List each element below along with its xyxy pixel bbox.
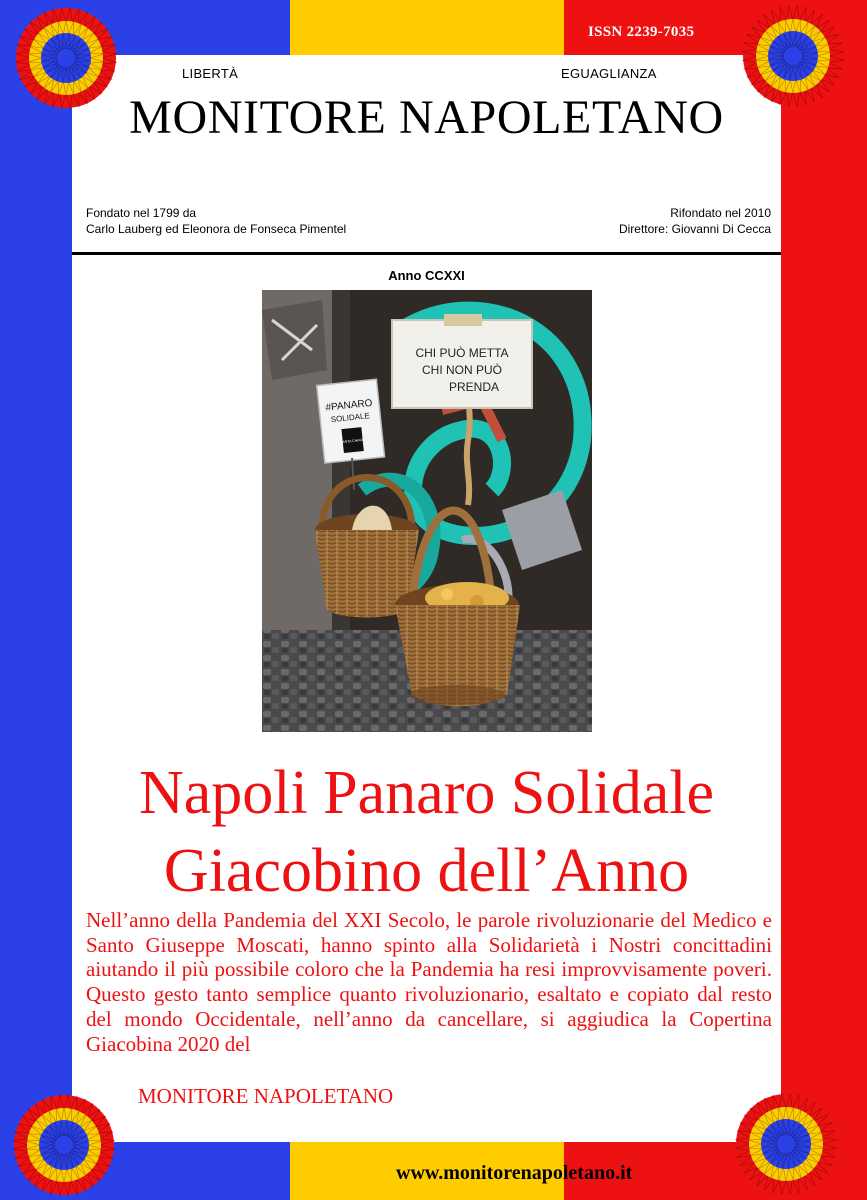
year-label: Anno CCXXI [388,268,465,283]
sign-text-line: #PANARO [325,397,373,414]
sign-logo: SANTA CHIARA [339,437,366,445]
director-line: Direttore: Giovanni Di Cecca [618,222,771,236]
founders-line: Carlo Lauberg ed Eleonora de Fonseca Pimentel [86,222,347,236]
cockade-icon [734,1092,838,1196]
article-body: Nell’anno della Pandemia del XXI Secolo, le parole rivoluzionarie del Medico e Santo Giuseppe Moscati, hanno spinto alla Solidarietà i Nostri concittadini aiutando il più possibile coloro che la Pandemia ha resi improvvisamente poveri. Questo gesto tanto semplice quanto rivoluzionario, esaltato e copiato dal resto del mondo Occidentale, nell’anno da cancellare, si aggiudica la Copertina Giacobina 2020 del [86,908,772,1056]
border-yellow-top [290,0,564,55]
refounded-line: Rifondato nel 2010 [670,206,771,220]
website-link[interactable]: www.monitorenapoletano.it [396,1162,633,1184]
headline-line: Giacobino dell’Anno [163,837,690,905]
sign-text-line: PRENDA [448,380,500,394]
headline-line: Napoli Panaro Solidale [138,759,715,827]
border-blue-left [0,0,72,1200]
cover-photo [262,290,592,732]
masthead-title: MONITORE NAPOLETANO [129,91,724,144]
motto-liberta: LIBERTÀ [182,66,239,81]
article-body-signature: MONITORE NAPOLETANO [138,1084,394,1108]
border-red-right [781,0,867,1200]
sign-text-line: CHI PUÒ METTA [415,346,509,360]
motto-eguaglianza: EGUAGLIANZA [561,66,657,81]
issn-label: ISSN 2239-7035 [588,24,695,40]
sign-text-line: SOLIDALE [330,411,371,425]
sign-text-line: CHI NON PUÒ [421,363,503,377]
header-divider [72,252,781,255]
refounding-info [619,205,771,237]
founded-line: Fondato nel 1799 da [86,206,197,220]
founding-info [86,205,346,237]
cockade-icon [12,1093,116,1197]
